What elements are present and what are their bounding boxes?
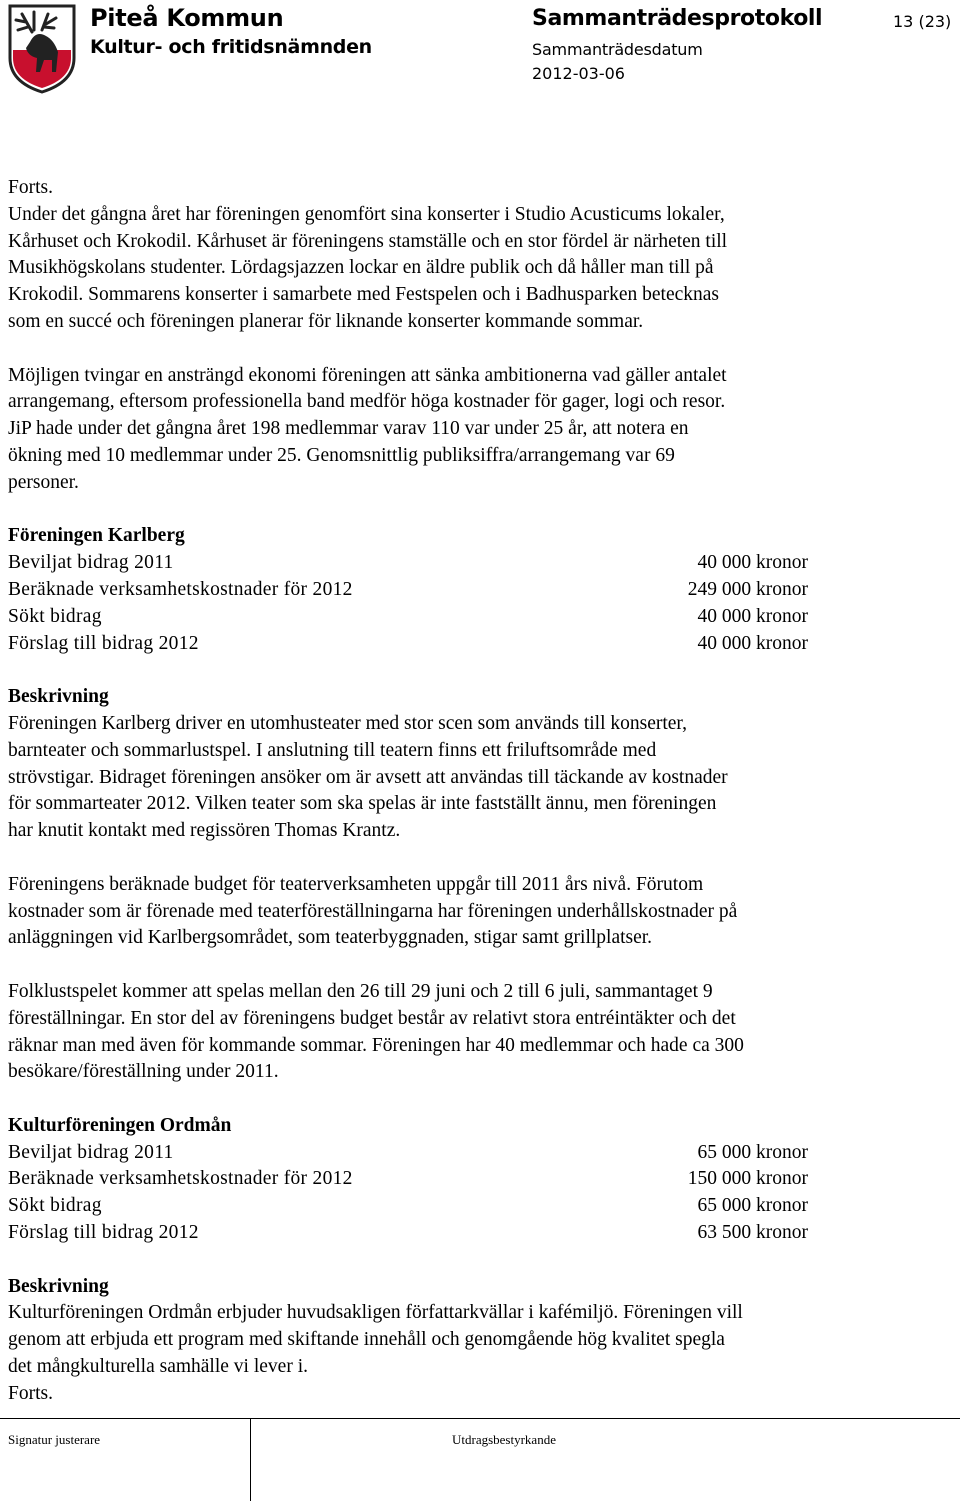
document-body <box>8 175 908 1408</box>
grant-row: Sökt bidrag 65 000 kronor <box>8 1195 808 1217</box>
description-heading: Beskrivning <box>8 686 109 708</box>
grant-row: Förslag till bidrag 2012 63 500 kronor <box>8 1222 808 1244</box>
reindeer-coat-of-arms-icon <box>6 2 78 94</box>
meeting-date-label: Sammanträdesdatum <box>532 40 703 59</box>
paragraph-ordman-description: Kulturföreningen Ordmån erbjuder huvudsakligen författarkvällar i kafémiljö. Föreningen vill genom att erbjuda ett program med skiftande innehåll och genomgående hög kvalitet spegla det mångkulturella samhälle vi lever i. Forts. <box>8 1302 743 1404</box>
grant-row: Beräknade verksamhetskostnader för 2012 150 000 kronor <box>8 1168 808 1190</box>
page-number: 13 (23) <box>893 12 952 31</box>
grant-row: Beviljat bidrag 2011 40 000 kronor <box>8 552 808 574</box>
page-footer <box>0 1418 960 1503</box>
grant-row: Beräknade verksamhetskostnader för 2012 249 000 kronor <box>8 578 808 600</box>
page-header <box>0 0 960 100</box>
meeting-date-value: 2012-03-06 <box>532 64 625 83</box>
continued-label: Forts. <box>8 1382 53 1404</box>
grant-row: Förslag till bidrag 2012 40 000 kronor <box>8 632 808 654</box>
paragraph-jip-concerts: Forts. Under det gångna året har föreningen genomfört sina konserter i Studio Acusticums lokaler, Kårhuset och Krokodil. Kårhuset är föreningens stamställe och en stor fördel är närheten till Musikhögskolans studenter. Lördagsjazzen lockar en äldre publik och då håller man till på Krokodil. Sommarens konserter i samarbete med Festspelen och i Badhusparken betecknas som en succé och föreningen planerar för liknande konserter kommande sommar. <box>8 177 728 332</box>
committee-name: Kultur- och fritidsnämnden <box>90 36 372 58</box>
paragraph-jip-economy: Möjligen tvingar en ansträngd ekonomi föreningen att sänka ambitionerna vad gäller antalet arrangemang, eftersom professionella band medför höga kostnader för gager, logi och resor. JiP hade under det gångna året 198 medlemmar varav 110 var under 25 år, att notera en ökning med 10 medlemmar under 25. Genomsnittlig publiksiffra/arrangemang var 69 personer. <box>8 364 727 493</box>
description-heading: Beskrivning <box>8 1275 109 1297</box>
document-title: Sammanträdesprotokoll <box>532 6 823 31</box>
certification-label: Utdragsbestyrkande <box>452 1432 556 1447</box>
grant-table-karlberg <box>8 550 908 657</box>
paragraph-karlberg-description: Föreningen Karlberg driver en utomhusteater med stor scen som används till konserter, barnteater och sommarlustspel. I anslutning till teatern finns ett friluftsområde med strövstigar. Bidraget föreningen ansöker om är avsett att användas till täckande av kostnader för sommarteater 2012. Vilken teater som ska spelas är inte fastställt ännu, men föreningen har knutit kontakt med regissören Thomas Krantz. <box>8 712 728 842</box>
signature-label: Signatur justerare <box>8 1432 101 1447</box>
section-heading-ordman: Kulturföreningen Ordmån <box>8 1114 232 1136</box>
paragraph-karlberg-folklustspel: Folklustspelet kommer att spelas mellan den 26 till 29 juni och 2 till 6 juli, sammantaget 9 föreställningar. En stor del av föreningens budget består av relativt stora entréintäkter och det räknar man med även för kommande sommar. Föreningen har 40 medlemmar och hade ca 300 besökare/föreställning under 2011. <box>8 980 744 1083</box>
grant-table-ordman <box>8 1140 908 1247</box>
grant-row: Beviljat bidrag 2011 65 000 kronor <box>8 1141 808 1163</box>
section-heading-karlberg: Föreningen Karlberg <box>8 525 185 547</box>
grant-row: Sökt bidrag 40 000 kronor <box>8 605 808 627</box>
paragraph-karlberg-budget: Föreningens beräknade budget för teaterverksamheten uppgår till 2011 års nivå. Förutom kostnader som är förenade med teaterföreställningarna har föreningen underhållskostnader på anläggningen vid Karlbergsområdet, som teaterbyggnaden, stigar samt grillplatser. <box>8 873 738 949</box>
org-name: Piteå Kommun <box>90 4 284 32</box>
